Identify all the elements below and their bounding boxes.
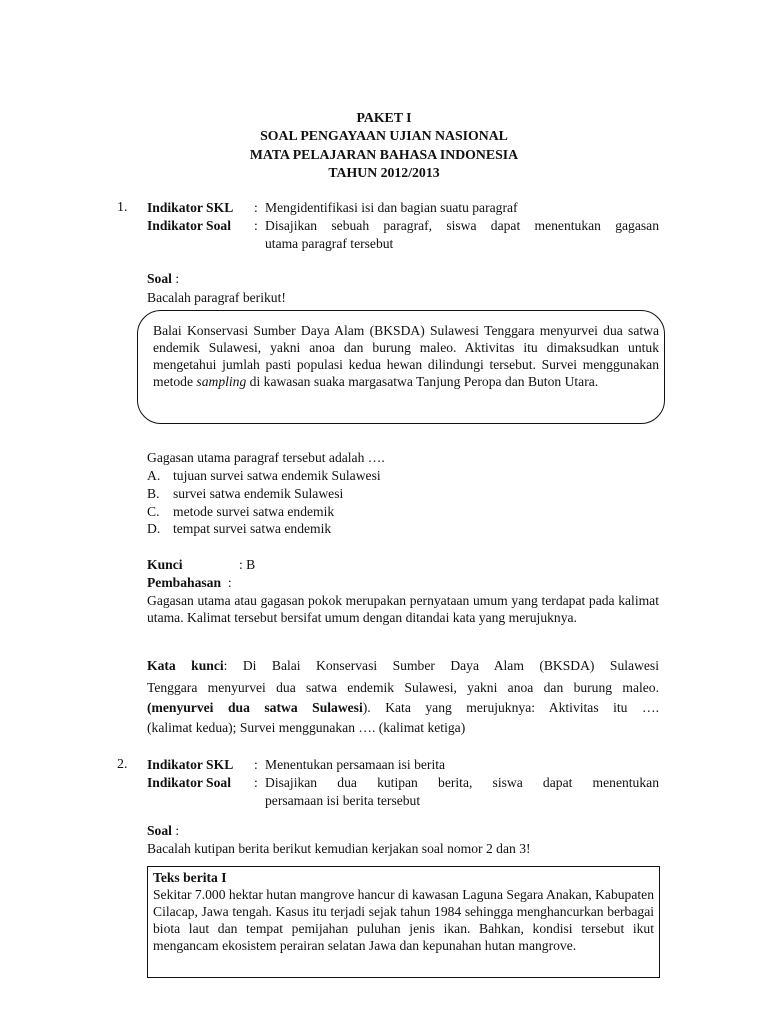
q1-option-a-letter: A. xyxy=(147,468,161,483)
q1-kunci-label: Kunci xyxy=(147,557,183,572)
q1-soal-label: Soal xyxy=(147,271,172,286)
header-line-3: MATA PELAJARAN BAHASA INDONESIA xyxy=(249,147,519,162)
q1-kata-kunci-line2: Tenggara menyurvei dua satwa endemik Sulawesi, yakni anoa dan burung maleo. xyxy=(147,680,659,695)
q2-indikator-soal-value-1: Disajikan dua kutipan berita, siswa dapat menentukan xyxy=(265,775,659,790)
q1-option-b-text: survei satwa endemik Sulawesi xyxy=(173,486,344,501)
header-line-2: SOAL PENGAYAAN UJIAN NASIONAL xyxy=(260,128,508,143)
q2-soal-heading: Soal : xyxy=(147,823,180,838)
q1-indikator-soal-label: Indikator Soal xyxy=(147,218,231,233)
q2-teks-body: Sekitar 7.000 hektar hutan mangrove hancur di kawasan Laguna Segara Anakan, Kabupaten Cilacap, Jawa tengah. Kasus itu terjadi sejak tahun 1984 sehingga menghancurkan berbagai biota laut dan tempat pemijahan puluhan jenis ikan. Bahkan, kondisi tersebut ikut mengancam ekosistem perairan selatan Jawa dan kepunahan hutan mangrove. xyxy=(153,887,654,953)
q2-indikator-skl-label: Indikator SKL xyxy=(147,757,234,772)
q2-soal-label: Soal xyxy=(147,823,172,838)
q2-instruction: Bacalah kutipan berita berikut kemudian kerjakan soal nomor 2 dan 3! xyxy=(147,841,531,856)
q1-passage-italic: sampling xyxy=(196,374,247,389)
q2-skl-colon: : xyxy=(254,757,258,772)
q1-kata-kunci-line3-rest: ). Kata yang merujuknya: Aktivitas itu …. xyxy=(362,700,659,715)
q2-indikator-soal-label: Indikator Soal xyxy=(147,775,231,790)
q1-indikator-soal-value-1: Disajikan sebuah paragraf, siswa dapat menentukan gagasan xyxy=(265,218,659,233)
q1-kata-kunci-line1-text: : Di Balai Konservasi Sumber Daya Alam (BKSDA) Sulawesi xyxy=(223,658,659,673)
q2-indikator-skl-value: Menentukan persamaan isi berita xyxy=(265,757,446,772)
q1-option-d-text: tempat survei satwa endemik xyxy=(173,521,332,536)
header-line-4: TAHUN 2012/2013 xyxy=(328,165,440,180)
q1-option-c-text: metode survei satwa endemik xyxy=(173,504,335,519)
q1-option-c-letter: C. xyxy=(147,504,160,519)
q1-option-d-letter: D. xyxy=(147,521,161,536)
q1-kata-kunci-label: Kata kunci xyxy=(147,658,224,673)
q1-soal-colon: : xyxy=(254,218,258,233)
q1-option-b-letter: B. xyxy=(147,486,160,501)
q1-passage-part2: di kawasan suaka margasatwa Tanjung Peropa dan Buton Utara. xyxy=(246,374,599,389)
q2-soal-colon: : xyxy=(254,775,258,790)
q1-kata-kunci-line1 xyxy=(147,657,659,674)
header-line-1: PAKET I xyxy=(356,110,412,125)
q1-kata-kunci-bold: (menyurvei dua satwa Sulawesi xyxy=(147,700,363,715)
q1-passage-part1: Balai Konservasi Sumber Daya Alam (BKSDA) Sulawesi Tenggara menyurvei dua satwa endemik Sulawesi, yakni anoa dan burung maleo. Aktivitas itu dimaksudkan untuk mengetahui jumlah pasti populasi kedua hewan dilindungi tersebut. Survei menggunakan metode xyxy=(153,323,659,389)
q1-indikator-skl-label: Indikator SKL xyxy=(147,200,234,215)
q1-kata-kunci-line4: (kalimat kedua); Survei menggunakan …. (kalimat ketiga) xyxy=(147,720,466,735)
q1-passage xyxy=(153,322,659,390)
q1-kunci-value: : B xyxy=(239,557,256,572)
q1-skl-colon: : xyxy=(254,200,258,215)
q1-indikator-skl-value: Mengidentifikasi isi dan bagian suatu paragraf xyxy=(265,200,518,215)
q1-pembahasan-label: Pembahasan xyxy=(147,575,222,590)
q2-teks-title: Teks berita I xyxy=(153,870,227,885)
q1-pembahasan-text: Gagasan utama atau gagasan pokok merupakan pernyataan umum yang terdapat pada kalimat utama. Kalimat tersebut bersifat umum dengan ditandai kata yang merujuknya. xyxy=(147,593,659,625)
q1-soal-heading: Soal : xyxy=(147,271,180,286)
q1-question: Gagasan utama paragraf tersebut adalah …. xyxy=(147,450,385,465)
q1-instruction: Bacalah paragraf berikut! xyxy=(147,290,286,305)
q1-number: 1. xyxy=(117,200,128,215)
q2-number: 2. xyxy=(117,757,128,772)
q1-option-a-text: tujuan survei satwa endemik Sulawesi xyxy=(173,468,381,483)
q1-pembahasan-heading: Pembahasan : xyxy=(147,575,232,590)
q2-indikator-soal-value-2: persamaan isi berita tersebut xyxy=(265,793,421,808)
q1-kata-kunci-line3 xyxy=(147,699,659,716)
q1-indikator-soal-value-2: utama paragraf tersebut xyxy=(265,236,394,251)
